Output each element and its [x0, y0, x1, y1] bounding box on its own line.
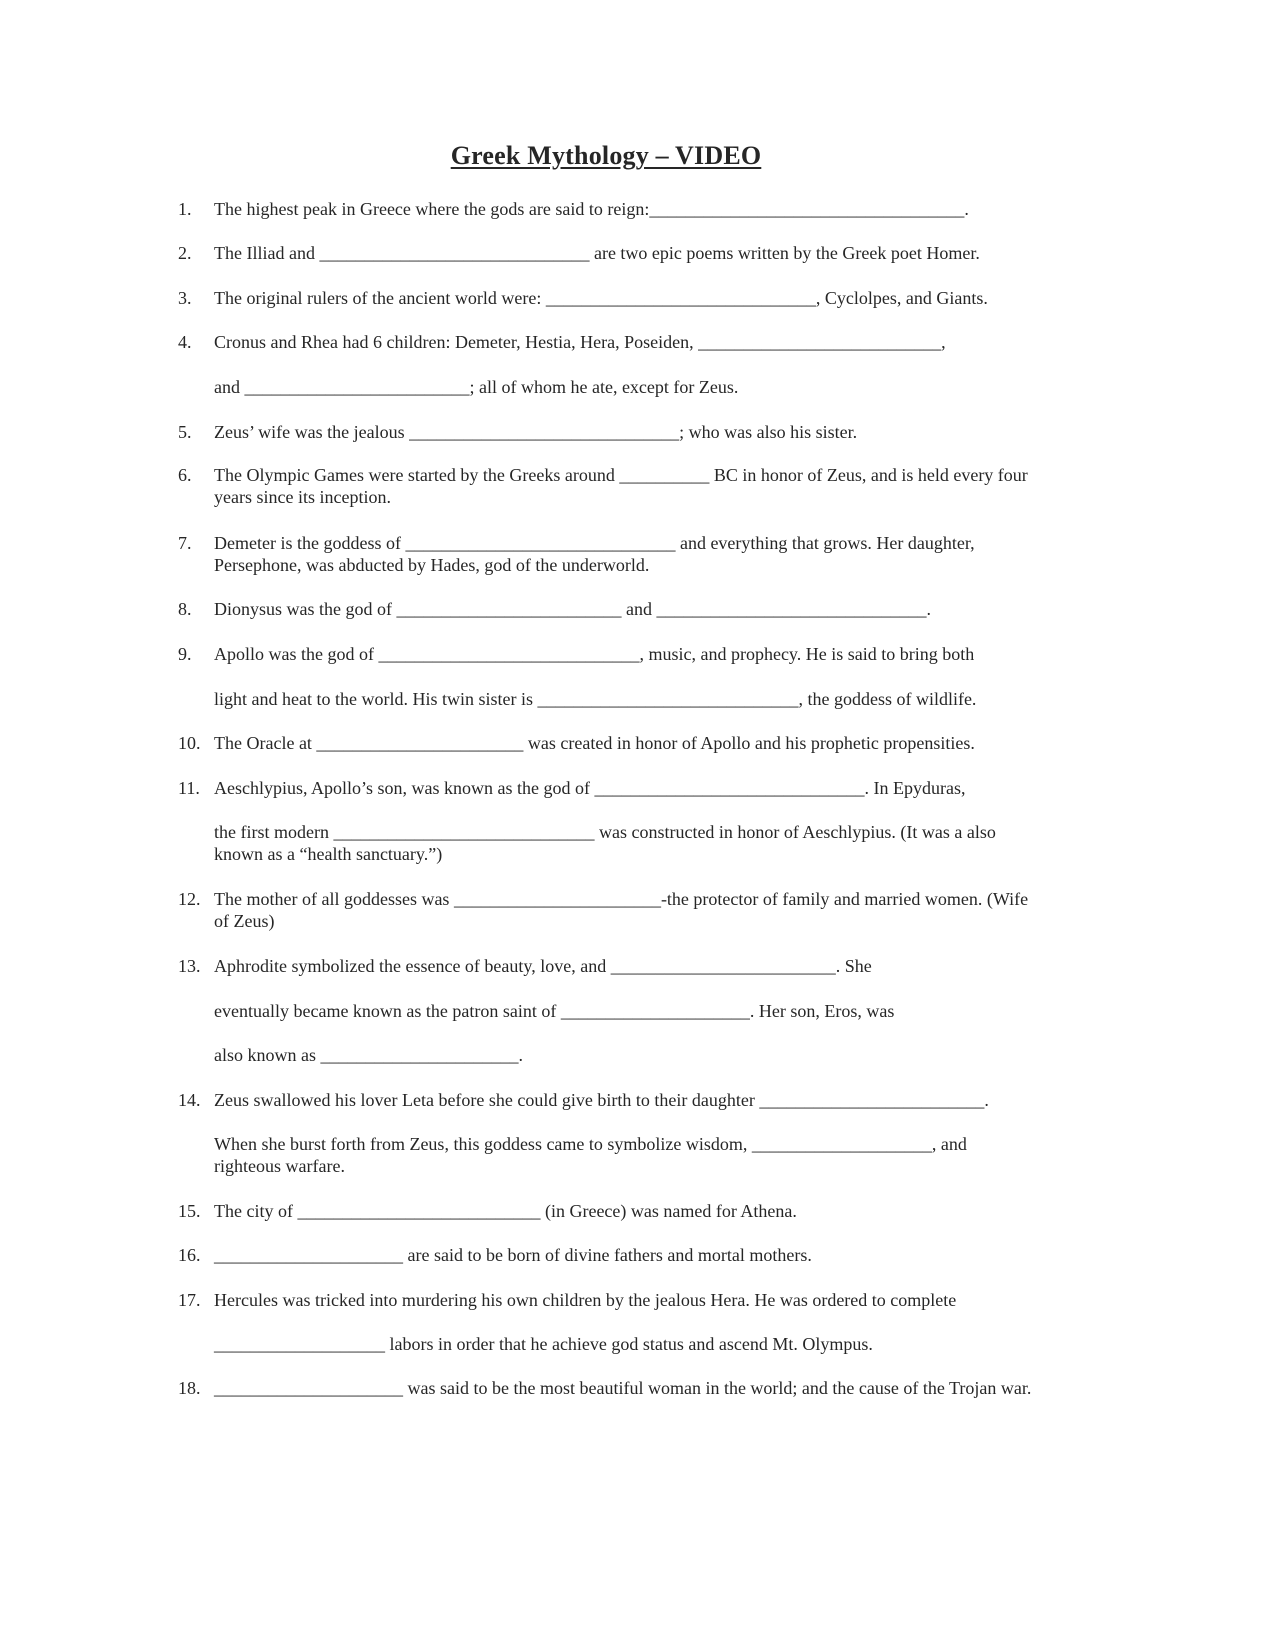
- question-text: The Olympic Games were started by the Greeks around __________ BC in honor of Zeus, and is held every four years since its inception.: [214, 465, 1028, 507]
- item-number: 9.: [178, 644, 192, 664]
- question-text: The mother of all goddesses was _______________________-the protector of family and married women. (Wife of Zeus): [214, 889, 1029, 931]
- item-number: 15.: [178, 1201, 201, 1221]
- item-number: 7.: [178, 533, 192, 553]
- question-text: The Oracle at _______________________ was created in honor of Apollo and his prophetic propensities.: [214, 733, 975, 753]
- question-text: _____________________ are said to be born of divine fathers and mortal mothers.: [214, 1245, 812, 1265]
- question-text: Aeschlypius, Apollo’s son, was known as the god of ______________________________. In Epyduras,: [214, 778, 966, 798]
- question-text: Apollo was the god of _____________________________, music, and prophecy. He is said to bring both: [214, 644, 975, 664]
- question-text: eventually became known as the patron saint of _____________________. Her son, Eros, was: [214, 1001, 895, 1021]
- item-number: 17.: [178, 1290, 201, 1310]
- item-number: 11.: [178, 778, 200, 798]
- question-text: Cronus and Rhea had 6 children: Demeter, Hestia, Hera, Poseiden, ___________________________,: [214, 332, 946, 352]
- question-text: The Illiad and ______________________________ are two epic poems written by the Greek poet Homer.: [214, 243, 980, 263]
- question-text: The highest peak in Greece where the gods are said to reign:___________________________________.: [214, 199, 969, 219]
- question-text: Hercules was tricked into murdering his own children by the jealous Hera. He was ordered to complete: [214, 1290, 957, 1310]
- question-text: also known as ______________________.: [214, 1045, 523, 1065]
- question-text: The original rulers of the ancient world were: ______________________________, Cyclolpes, and Giants.: [214, 288, 988, 308]
- question-text: Zeus’ wife was the jealous ______________________________; who was also his sister.: [214, 422, 858, 442]
- question-text: When she burst forth from Zeus, this goddess came to symbolize wisdom, ____________________, and righteous warfare.: [214, 1134, 967, 1176]
- item-number: 1.: [178, 199, 192, 219]
- question-text: Zeus swallowed his lover Leta before she could give birth to their daughter _________________________.: [214, 1090, 989, 1110]
- page-title: Greek Mythology – VIDEO: [450, 141, 762, 170]
- question-text: The city of ___________________________ (in Greece) was named for Athena.: [214, 1201, 797, 1221]
- item-number: 3.: [178, 288, 192, 308]
- item-number: 8.: [178, 599, 192, 619]
- question-text: ___________________ labors in order that he achieve god status and ascend Mt. Olympus.: [214, 1334, 873, 1354]
- item-number: 2.: [178, 243, 192, 263]
- item-number: 4.: [178, 332, 192, 352]
- item-number: 10.: [178, 733, 201, 753]
- item-number: 13.: [178, 956, 201, 976]
- item-number: 16.: [178, 1245, 201, 1265]
- item-number: 6.: [178, 465, 192, 485]
- item-number: 14.: [178, 1090, 201, 1110]
- question-text: Dionysus was the god of _________________________ and ______________________________.: [214, 599, 931, 619]
- question-text: and _________________________; all of whom he ate, except for Zeus.: [214, 377, 739, 397]
- item-number: 12.: [178, 889, 201, 909]
- question-text: Demeter is the goddess of ______________________________ and everything that grows. Her daughter, Persephone, was abducted by Hades, god of the underworld.: [214, 533, 975, 575]
- question-text: light and heat to the world. His twin sister is _____________________________, the goddess of wildlife.: [214, 689, 977, 709]
- question-text: _____________________ was said to be the most beautiful woman in the world; and the cause of the Trojan war.: [214, 1378, 1032, 1398]
- item-number: 18.: [178, 1378, 201, 1398]
- question-text: the first modern _____________________________ was constructed in honor of Aeschlypius. (It was a also known as a “health sanctuary.”): [214, 822, 996, 864]
- question-text: Aphrodite symbolized the essence of beauty, love, and _________________________. She: [214, 956, 872, 976]
- item-number: 5.: [178, 422, 192, 442]
